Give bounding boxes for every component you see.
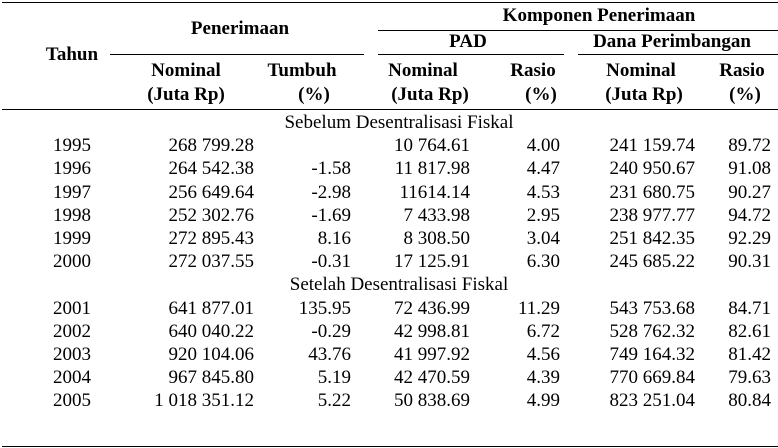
cell-nominal-penerimaan: 272 895.43 — [168, 228, 254, 249]
cell-nominal-penerimaan: 920 104.06 — [168, 344, 254, 365]
cell-nominal-dana: 240 950.67 — [609, 158, 695, 180]
cell-nominal-pad: 8 308.50 — [403, 228, 470, 249]
header-dana: Dana Perimbangan — [593, 31, 751, 52]
cell-rasio-dana: 94.72 — [728, 204, 771, 226]
cell-rasio-pad: 4.39 — [526, 367, 560, 389]
cell-nominal-pad: 11614.14 — [399, 181, 470, 203]
cell-tumbuh: -0.29 — [311, 320, 351, 342]
cell-rasio-dana: 80.84 — [728, 390, 771, 412]
cell-rasio-dana: 89.72 — [728, 135, 771, 157]
cell-tumbuh: -1.58 — [311, 158, 351, 180]
cell-nominal-pad: 50 838.69 — [394, 390, 470, 412]
header-tahun: Tahun — [45, 44, 99, 65]
bottom-rule — [2, 446, 778, 447]
header-nominal-penerimaan: Nominal — [151, 60, 221, 81]
cell-tahun: 2003 — [53, 344, 91, 365]
cell-nominal-penerimaan: 256 649.64 — [168, 181, 254, 203]
cell-rasio-pad: 6.30 — [526, 251, 560, 273]
dana-underline — [578, 54, 778, 55]
cell-tahun: 2005 — [53, 390, 91, 412]
cell-nominal-dana: 528 762.32 — [609, 320, 695, 342]
cell-rasio-pad: 3.04 — [526, 228, 560, 249]
cell-nominal-pad: 72 436.99 — [394, 297, 470, 319]
pad-underline — [378, 54, 564, 55]
cell-nominal-dana: 823 251.04 — [609, 390, 695, 412]
cell-rasio-pad: 4.00 — [526, 135, 560, 157]
cell-rasio-pad: 4.56 — [526, 344, 560, 365]
cell-nominal-penerimaan: 264 542.38 — [168, 158, 254, 180]
cell-tumbuh: 8.16 — [317, 228, 351, 249]
header-komponen: Komponen Penerimaan — [502, 5, 696, 26]
top-rule — [2, 2, 778, 3]
cell-nominal-penerimaan: 967 845.80 — [168, 367, 254, 389]
cell-tumbuh: 5.19 — [317, 367, 351, 389]
cell-nominal-pad: 17 125.91 — [394, 251, 470, 273]
cell-nominal-pad: 10 764.61 — [394, 135, 470, 157]
cell-rasio-pad: 4.47 — [526, 158, 560, 180]
header-juta-dana: (Juta Rp) — [605, 84, 683, 105]
header-juta-pad: (Juta Rp) — [391, 84, 469, 105]
cell-tumbuh: -0.31 — [311, 251, 351, 273]
cell-rasio-pad: 11.29 — [517, 297, 560, 319]
header-rasio-dana-unit: (%) — [729, 84, 761, 105]
cell-tahun: 2004 — [53, 367, 91, 389]
cell-tahun: 2000 — [53, 251, 91, 273]
penerimaan-underline — [110, 54, 364, 55]
cell-nominal-dana: 231 680.75 — [609, 181, 695, 203]
header-nominal-dana: Nominal — [606, 60, 676, 81]
cell-tahun: 2002 — [53, 320, 91, 342]
cell-nominal-dana: 241 159.74 — [609, 135, 695, 157]
cell-tahun: 1995 — [53, 135, 91, 157]
cell-tahun: 1997 — [53, 181, 91, 203]
header-pad: PAD — [449, 31, 487, 52]
cell-nominal-pad: 7 433.98 — [403, 204, 470, 226]
cell-rasio-pad: 6.72 — [526, 320, 560, 342]
cell-nominal-penerimaan: 641 877.01 — [168, 297, 254, 319]
cell-rasio-dana: 91.08 — [728, 158, 771, 180]
header-rasio-pad: Rasio — [510, 60, 556, 81]
section-label: Setelah Desentralisasi Fiskal — [289, 274, 509, 296]
cell-rasio-dana: 92.29 — [728, 228, 771, 249]
cell-nominal-penerimaan: 272 037.55 — [168, 251, 254, 273]
header-tumbuh: Tumbuh — [267, 60, 337, 81]
cell-rasio-pad: 4.99 — [526, 390, 560, 412]
cell-nominal-penerimaan: 1 018 351.12 — [154, 390, 254, 412]
section-label: Sebelum Desentralisasi Fiskal — [284, 112, 514, 133]
cell-tumbuh: 43.76 — [308, 344, 351, 365]
header-rasio-pad-unit: (%) — [525, 84, 557, 105]
cell-tumbuh: 5.22 — [317, 390, 351, 412]
cell-nominal-dana: 245 685.22 — [609, 251, 695, 273]
header-bottom-rule — [2, 109, 778, 110]
cell-nominal-dana: 749 164.32 — [609, 344, 695, 365]
header-tumbuh-unit: (%) — [298, 84, 330, 105]
cell-nominal-pad: 11 817.98 — [394, 158, 470, 180]
cell-tahun: 1999 — [53, 228, 91, 249]
cell-nominal-dana: 251 842.35 — [609, 228, 695, 249]
header-penerimaan: Penerimaan — [190, 18, 290, 39]
cell-nominal-penerimaan: 252 302.76 — [168, 204, 254, 226]
cell-tahun: 1996 — [53, 158, 91, 180]
cell-tumbuh: 135.95 — [298, 297, 351, 319]
cell-rasio-dana: 79.63 — [728, 367, 771, 389]
cell-nominal-pad: 42 998.81 — [394, 320, 470, 342]
cell-tahun: 2001 — [53, 297, 91, 319]
cell-rasio-pad: 4.53 — [526, 181, 560, 203]
cell-rasio-dana: 81.42 — [728, 344, 771, 365]
cell-rasio-dana: 82.61 — [728, 320, 771, 342]
cell-tumbuh: -2.98 — [311, 181, 351, 203]
cell-rasio-dana: 90.31 — [728, 251, 771, 273]
cell-nominal-dana: 238 977.77 — [609, 204, 695, 226]
cell-nominal-dana: 543 753.68 — [609, 297, 695, 319]
cell-tahun: 1998 — [53, 204, 91, 226]
cell-rasio-dana: 90.27 — [728, 181, 771, 203]
cell-nominal-pad: 41 997.92 — [394, 344, 470, 365]
cell-rasio-dana: 84.71 — [728, 297, 771, 319]
header-nominal-pad: Nominal — [388, 60, 458, 81]
cell-rasio-pad: 2.95 — [526, 204, 560, 226]
cell-nominal-penerimaan: 268 799.28 — [168, 135, 254, 157]
cell-nominal-penerimaan: 640 040.22 — [168, 320, 254, 342]
header-juta-penerimaan: (Juta Rp) — [147, 84, 225, 105]
cell-tumbuh: -1.69 — [311, 204, 351, 226]
cell-nominal-pad: 42 470.59 — [394, 367, 470, 389]
cell-nominal-dana: 770 669.84 — [609, 367, 695, 389]
header-rasio-dana: Rasio — [719, 60, 765, 81]
